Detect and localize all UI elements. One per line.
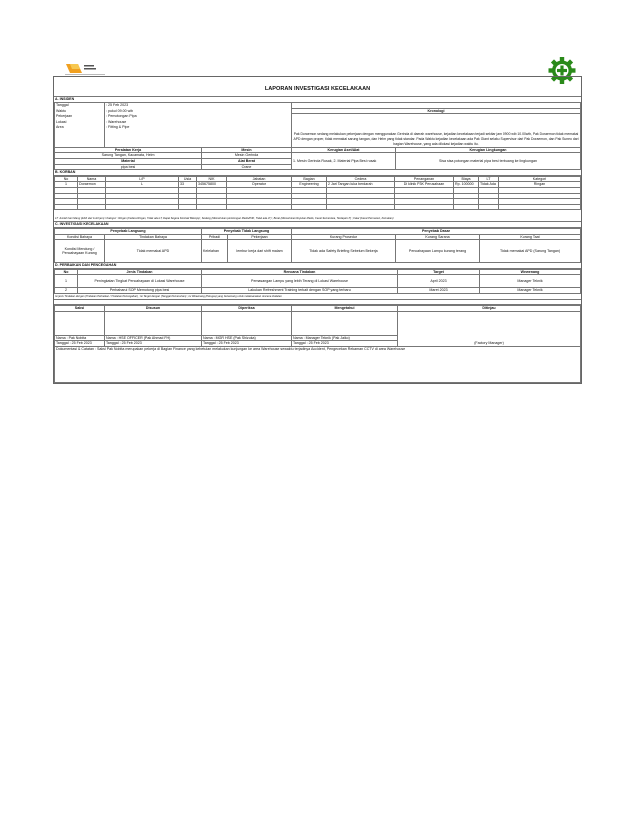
perbaikan-note: Isi jenis Tindakan dengan (Tindakan Perbaikan / Tindakan Pencegahan) ; Isi Target dengan (Tanggal Pemenuhan) ; Isi Wewenang (Petugas) yang berwenang untuk melaksanakan rencana tindakan bbox=[54, 294, 581, 300]
investigasi-value: lembur kerja dari shift malam bbox=[228, 240, 292, 263]
perbaikan-table bbox=[54, 269, 581, 294]
perbaikan-cell: April 2023 bbox=[398, 275, 480, 288]
signature-col-header: Mengetahui bbox=[292, 305, 398, 311]
investigasi-col-header: Kondisi Bahaya bbox=[55, 234, 105, 240]
korban-table bbox=[54, 176, 581, 211]
kerugian-lingkungan-label: Kerugian Lingkungan bbox=[396, 147, 581, 153]
signer-date: Tanggal : 25 Feb 2023 bbox=[202, 341, 292, 347]
investigasi-col-header: Tindakan Bahaya bbox=[105, 234, 202, 240]
korban-col-header: NIK bbox=[197, 176, 227, 182]
kronologi-text: Pak Doraemon sedang melakukan pekerjaan dengan menggunakan Gerinda di daerah warehouse, kejadian kecelakaan terjadi sekitar jam 0900 wib 10.00wib, Pak Doraemon tidak memakai APD dengan proper, tidak memakai sarung tangan, dan Helm yang tidak standar. Pada Waktu kejadian kecelakaan ada Pak Giant selaku Supervisor dari Pak Doraemon, dan Pak Suneo dari bagian Warehouse, yang ada dilokasi kejadian waktu itu. bbox=[292, 114, 581, 148]
field-value: : Fitting & Pipe bbox=[105, 125, 292, 131]
korban-col-header: Bagian bbox=[292, 176, 327, 182]
investigasi-value: Tidak memakai APD (Sarung Tangan) bbox=[480, 240, 581, 263]
investigasi-table bbox=[54, 228, 581, 263]
alat-berat-value: Crane bbox=[202, 164, 292, 170]
signer-date: Tanggal : 25 Feb 2023 bbox=[55, 341, 105, 347]
empty-cell bbox=[78, 204, 106, 210]
investigasi-col-header: Kurang Sarana bbox=[396, 234, 480, 240]
field-label: Waktu bbox=[55, 108, 105, 114]
peralatan-value: Sarung Tangan, Kacamata, Helm bbox=[55, 153, 202, 159]
signature-table bbox=[54, 305, 581, 383]
signature-col-header: Ditinjau bbox=[398, 305, 581, 311]
korban-col-header: Kategori bbox=[499, 176, 581, 182]
alat-berat-label: Alat Berat bbox=[202, 159, 292, 165]
signer-name: Nama : Pak Nobita bbox=[55, 335, 105, 341]
kronologi-label: Kronologi bbox=[292, 108, 581, 114]
section-investigasi: C. INVESTIGASI KECELAKAAN bbox=[54, 222, 581, 228]
korban-col-header: LT bbox=[479, 176, 499, 182]
korban-col-header: Nama bbox=[78, 176, 106, 182]
perbaikan-cell: Maret 2023 bbox=[398, 288, 480, 294]
korban-col-header: No bbox=[55, 176, 78, 182]
perbaikan-cell: 1 bbox=[55, 275, 78, 288]
perbaikan-cell: Pemasangan Lampu yang lebih Terang di Lokasi Warehouse bbox=[202, 275, 398, 288]
korban-cell: Ringan bbox=[499, 182, 581, 188]
field-label: Area bbox=[55, 125, 105, 131]
investigasi-col-header: Kurang Taat bbox=[480, 234, 581, 240]
korban-col-header: L/P bbox=[106, 176, 179, 182]
korban-cell: Doraemon bbox=[78, 182, 106, 188]
group-tidak-langsung: Penyebab Tidak Langsung bbox=[202, 228, 292, 234]
perbaikan-col-header: Wewenang bbox=[480, 269, 581, 275]
mesin-label: Mesin bbox=[202, 147, 292, 153]
material-value: pipa besi bbox=[55, 164, 202, 170]
empty-cell bbox=[106, 204, 179, 210]
korban-cell: Operator bbox=[227, 182, 292, 188]
field-value: : Pemotongan Pipa bbox=[105, 114, 292, 120]
empty-cell bbox=[292, 204, 327, 210]
empty-cell bbox=[479, 204, 499, 210]
korban-cell: 33 bbox=[179, 182, 197, 188]
peralatan-label: Peralatan Kerja bbox=[55, 147, 202, 153]
empty-cell bbox=[197, 204, 227, 210]
mesin-value: Mesin Gerinda bbox=[202, 153, 292, 159]
korban-col-header: Biaya bbox=[454, 176, 479, 182]
korban-col-header: Usia bbox=[179, 176, 197, 182]
signer-name: Nama : HSE OFFICER (Pak Ahmad FH) bbox=[105, 335, 202, 341]
section-perbaikan: D. PERBAIKAN DAN PENCEGAHAN bbox=[54, 263, 581, 269]
investigasi-col-header: Pekerjaan bbox=[228, 234, 292, 240]
group-dasar: Penyebab Dasar bbox=[292, 228, 581, 234]
signature-col-header: Disusun bbox=[105, 305, 202, 311]
report-title: LAPORAN INVESTIGASI KECELAKAAN bbox=[54, 77, 581, 97]
kerugian-aset-label: Kerugian Aset/Alat bbox=[292, 147, 396, 153]
perbaikan-col-header: No bbox=[55, 269, 78, 275]
perbaikan-col-header: Target bbox=[398, 269, 480, 275]
empty-cell bbox=[227, 204, 292, 210]
group-langsung: Penyebab Langsung bbox=[55, 228, 202, 234]
kerugian-lingkungan-value: Sisa sisa potongan material pipa besi terbuang ke lingkungan bbox=[396, 153, 581, 170]
korban-col-header: Jabatan bbox=[227, 176, 292, 182]
field-value: : Warehouse bbox=[105, 119, 292, 125]
investigasi-value: Pencahayaan Lampu kurang terang bbox=[396, 240, 480, 263]
investigasi-col-header: Pribadi bbox=[202, 234, 228, 240]
korban-col-header: Penanganan bbox=[395, 176, 454, 182]
korban-cell: 1 bbox=[55, 182, 78, 188]
ditinjau-value: (Factory Manager) bbox=[398, 311, 581, 346]
korban-cell: Engineering bbox=[292, 182, 327, 188]
investigasi-value: Tidak memakai APD bbox=[105, 240, 202, 263]
empty-cell bbox=[499, 204, 581, 210]
perbaikan-cell: Peningkatan Tingkat Pencahayaan di Lokasi Warehouse bbox=[78, 275, 202, 288]
perbaikan-col-header: Jenis Tindakan bbox=[78, 269, 202, 275]
perbaikan-cell: 2 bbox=[55, 288, 78, 294]
investigasi-value: Kelelahan bbox=[202, 240, 228, 263]
company-logo bbox=[64, 61, 106, 76]
empty-cell bbox=[179, 204, 197, 210]
perbaikan-cell: Perbaharui SOP Memotong pipa besi bbox=[78, 288, 202, 294]
field-label: Tanggal bbox=[55, 103, 105, 109]
perbaikan-cell: Manager Teknik bbox=[480, 288, 581, 294]
perbaikan-col-header: Rencana Tindakan bbox=[202, 269, 398, 275]
signer-date: Tanggal : 25 Feb 2023 bbox=[105, 341, 202, 347]
empty-cell bbox=[55, 204, 78, 210]
signature-col-header: Saksi bbox=[55, 305, 105, 311]
korban-note: LT: Jumlah hari hilang (lebih dari 1x24 jam) / Kategori : Ringan (Cedera Ringan, Tidak ada LT, Dapat Segera Kembali Bekerja) ; Sedang (Memerlukan pertolongan Medis/P3K, Tidak ada LT) ; Berat (Memerlukan Rujukan Medis, Cacat Sementara, Terdapat LT) ; Fatal (Cacat Permanen, Kematian) bbox=[54, 216, 581, 222]
signer-date: Tanggal : 25 Feb 2023 bbox=[292, 341, 398, 347]
investigasi-value: Kondisi Mendung / Pencahayaan Kurang bbox=[55, 240, 105, 263]
section-insiden: A. INSIDEN bbox=[54, 97, 581, 103]
korban-col-header: Cedera bbox=[327, 176, 395, 182]
signer-name: Nama : MGR HSE (Pak Shizuka) bbox=[202, 335, 292, 341]
signature-col-header: Diperiksa bbox=[202, 305, 292, 311]
field-label: Pekerjaan bbox=[55, 114, 105, 120]
dokumentasi-catatan: Dokumentasi & Catatan : Saksi Pak Nobita merupakan pekerja di Bagian Finance yang kebetulan melakukan kunjungan ke area Warehouse sewaktu terjadinya Accident, Pengecekan Rekaman CCTV di area Warehouse bbox=[55, 346, 581, 382]
empty-cell bbox=[454, 204, 479, 210]
perbaikan-cell: Manager Teknik bbox=[480, 275, 581, 288]
investigasi-value: Tidak ada Safety Briefing Sebelum Bekerja bbox=[292, 240, 396, 263]
korban-cell: Rp. 100000 bbox=[454, 182, 479, 188]
empty-cell bbox=[395, 204, 454, 210]
field-value: : 25 Feb 2023 bbox=[105, 103, 292, 109]
signer-name: Nama : Manager Teknik (Pak Jaiko) bbox=[292, 335, 398, 341]
investigasi-col-header: Kurang Prosedur bbox=[292, 234, 396, 240]
korban-cell: 2 Jari Tangan luka berdarah bbox=[327, 182, 395, 188]
korban-cell: Tidak Ada bbox=[479, 182, 499, 188]
korban-cell: 345675800 bbox=[197, 182, 227, 188]
section-korban: B. KORBAN bbox=[54, 170, 581, 176]
incident-report bbox=[53, 76, 582, 384]
perbaikan-cell: Lakukan Refreshment Training terkait dengan SOP yang terbaru bbox=[202, 288, 398, 294]
material-label: Material bbox=[55, 159, 202, 165]
field-value: : pukul 09.00 wib bbox=[105, 108, 292, 114]
korban-cell: Di klinik P3K Perusahaan bbox=[395, 182, 454, 188]
korban-cell: L bbox=[106, 182, 179, 188]
kerugian-aset-value: 1. Mesin Gerinda Rusak, 2. Material Pipa Besi rusak bbox=[292, 153, 396, 170]
insiden-table bbox=[54, 103, 581, 171]
empty-cell bbox=[327, 204, 395, 210]
field-label: Lokasi bbox=[55, 119, 105, 125]
